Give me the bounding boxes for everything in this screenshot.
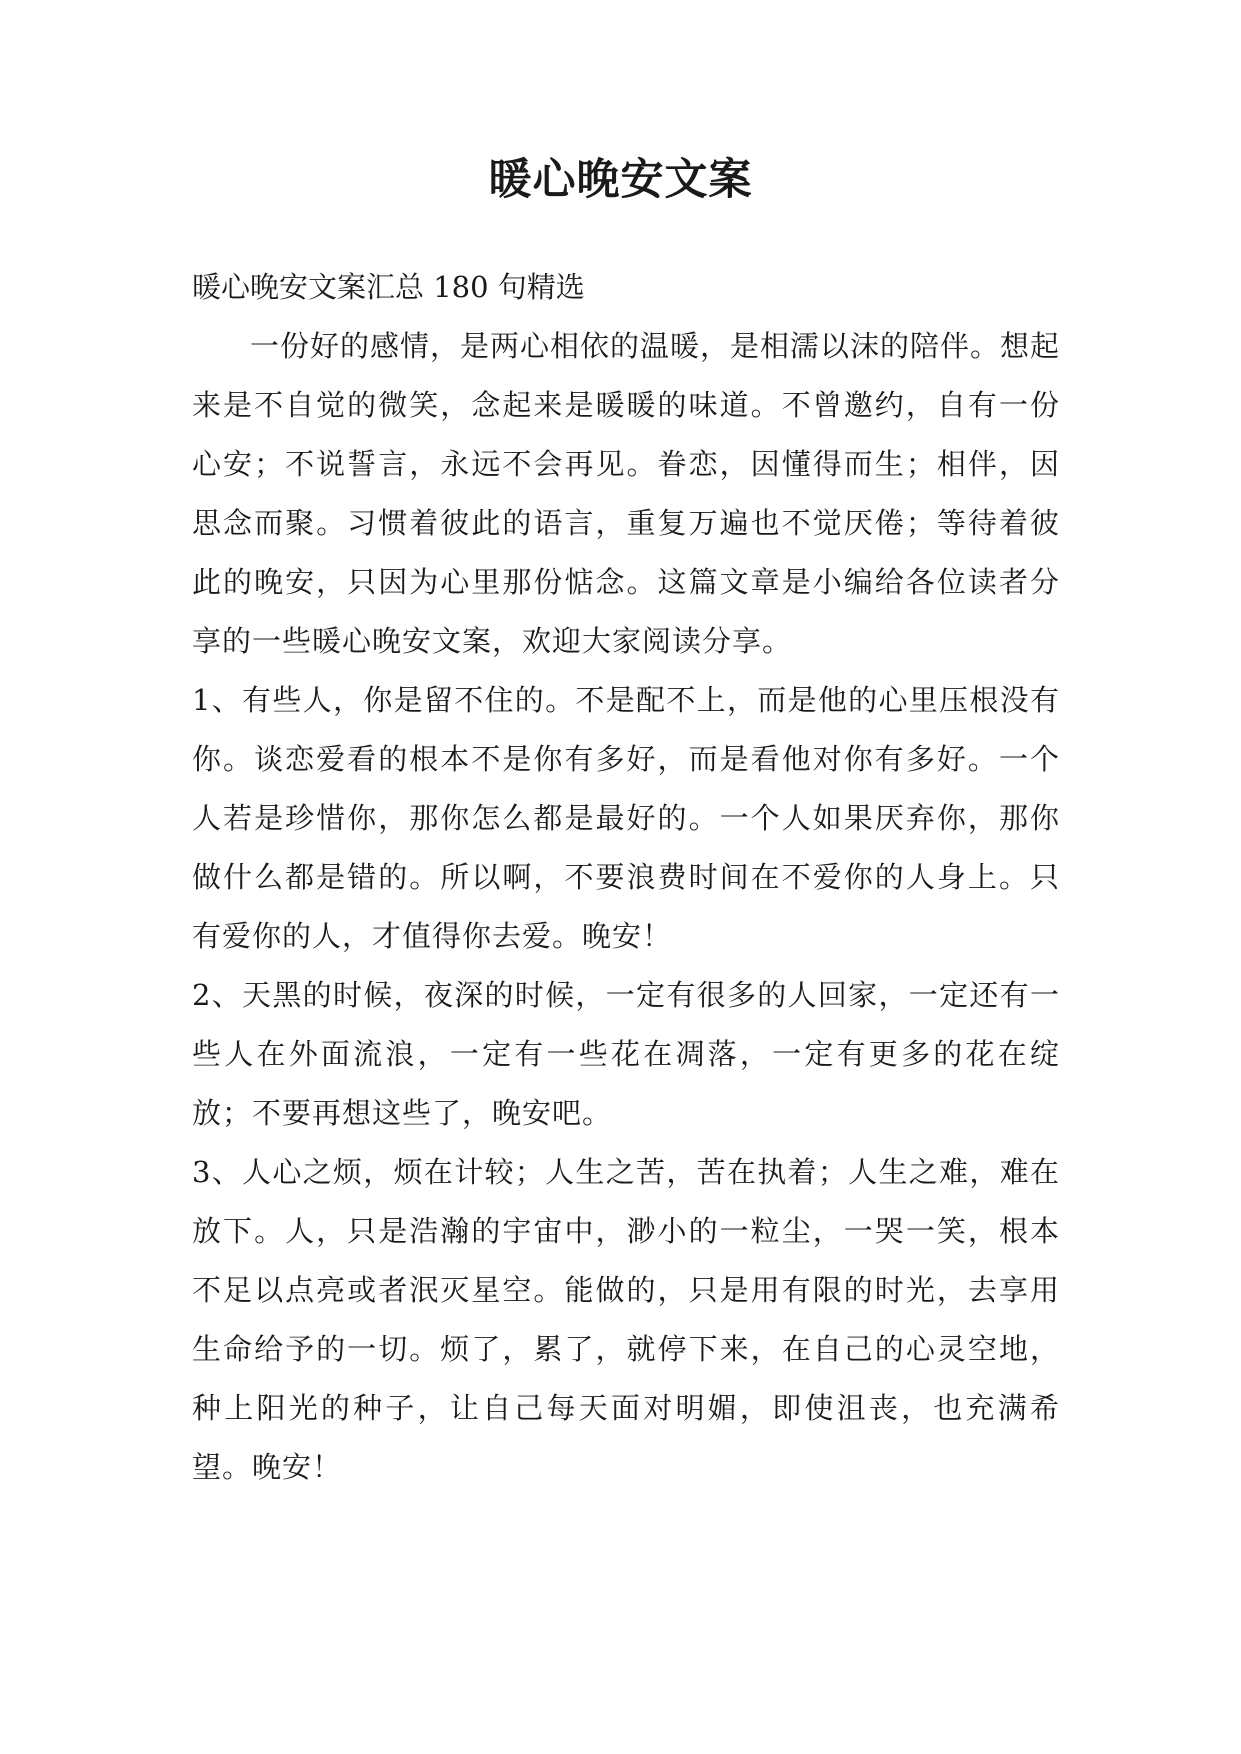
list-item: 1、有些人，你是留不住的。不是配不上，而是他的心里压根没有你。谈恋爱看的根本不是你有多好，而是看他对你有多好。一个人若是珍惜你，那你怎么都是最好的。一个人如果厌弃你，那你做什么都是错的。所以啊，不要浪费时间在不爱你的人身上。只有爱你的人，才值得你去爱。晚安！ xyxy=(192,683,1060,953)
document-title: 暖心晚安文案 xyxy=(488,155,753,205)
list-item: 3、人心之烦，烦在计较；人生之苦，苦在执着；人生之难，难在放下。人，只是浩瀚的宇宙中，渺小的一粒尘，一哭一笑，根本不足以点亮或者泯灭星空。能做的，只是用有限的时光，去享用生命给予的一切。烦了，累了，就停下来，在自己的心灵空地，种上阳光的种子，让自己每天面对明媚，即使沮丧，也充满希望。晚安！ xyxy=(192,1155,1060,1484)
document-body xyxy=(192,258,1060,1497)
list-item: 2、天黑的时候，夜深的时候，一定有很多的人回家，一定还有一些人在外面流浪，一定有一些花在凋落，一定有更多的花在绽放；不要再想这些了，晚安吧。 xyxy=(192,978,1060,1130)
document-subtitle: 暖心晚安文案汇总 180 句精选 xyxy=(192,270,585,304)
intro-paragraph: 一份好的感情，是两心相依的温暖，是相濡以沫的陪伴。想起来是不自觉的微笑，念起来是暖暖的味道。不曾邀约，自有一份心安；不说誓言，永远不会再见。眷恋，因懂得而生；相伴，因思念而聚。习惯着彼此的语言，重复万遍也不觉厌倦；等待着彼此的晚安，只因为心里那份惦念。这篇文章是小编给各位读者分享的一些暖心晚安文案，欢迎大家阅读分享。 xyxy=(192,329,1061,658)
